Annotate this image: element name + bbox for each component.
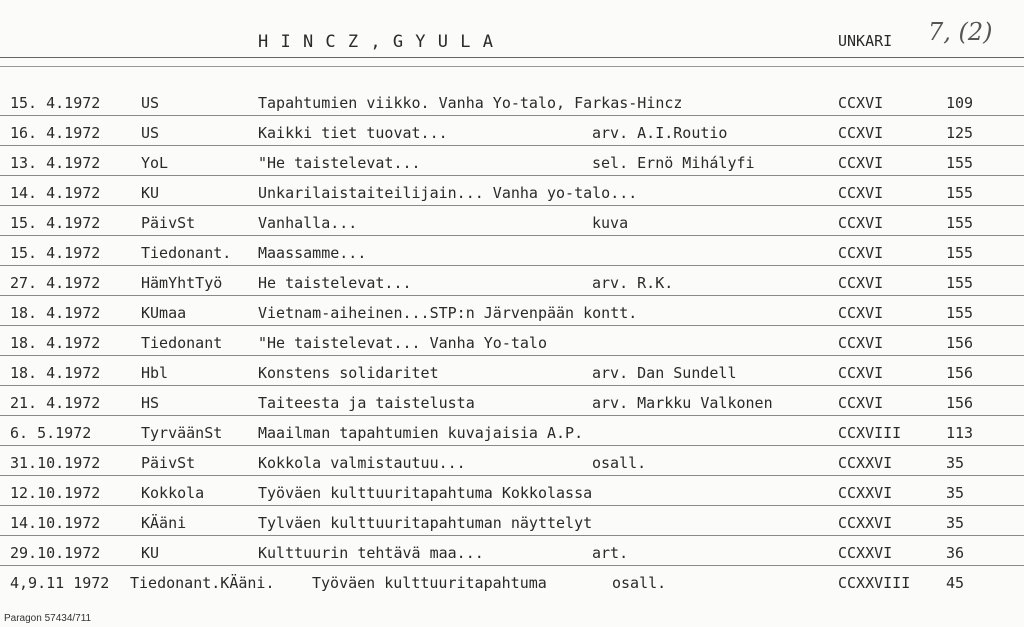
entry-date: 18. 4.1972 bbox=[10, 304, 101, 322]
entry-volume: CCXVI bbox=[838, 184, 884, 202]
entry-source: KU bbox=[141, 544, 160, 562]
entry-date: 14.10.1972 bbox=[10, 514, 101, 532]
entry-page: 155 bbox=[946, 274, 974, 292]
entry-text: Kaikki tiet tuovat... bbox=[258, 124, 448, 142]
entry-volume: CCXXVI bbox=[838, 544, 893, 562]
entry-volume: CCXVI bbox=[838, 304, 884, 322]
entry-extra: osall. bbox=[592, 454, 647, 472]
entry-text: Kulttuurin tehtävä maa... bbox=[258, 544, 484, 562]
table-row bbox=[0, 266, 1024, 296]
table-row bbox=[0, 146, 1024, 176]
entry-page: 155 bbox=[946, 304, 974, 322]
table-row bbox=[0, 296, 1024, 326]
entry-text: Työväen kulttuuritapahtuma bbox=[312, 574, 547, 592]
entry-page: 155 bbox=[946, 214, 974, 232]
entry-page: 36 bbox=[946, 544, 965, 562]
entry-volume: CCXVI bbox=[838, 334, 884, 352]
header-rule-secondary bbox=[0, 66, 1024, 67]
entry-page: 155 bbox=[946, 244, 974, 262]
entry-source: TyrväänSt bbox=[141, 424, 223, 442]
entry-text: Unkarilaistaiteilijain... Vanha yo-talo... bbox=[258, 184, 638, 202]
entry-page: 35 bbox=[946, 514, 965, 532]
entry-text: Tylväen kulttuuritapahtuman näyttelyt bbox=[258, 514, 593, 532]
entry-source: PäivSt bbox=[141, 214, 196, 232]
entry-text: Vietnam-aiheinen...STP:n Järvenpään kontt. bbox=[258, 304, 638, 322]
table-row bbox=[0, 176, 1024, 206]
entry-source: US bbox=[141, 124, 160, 142]
entry-date: 15. 4.1972 bbox=[10, 94, 101, 112]
entry-text: Vanhalla... bbox=[258, 214, 358, 232]
entries-table bbox=[0, 86, 1024, 595]
entry-source: Tiedonant bbox=[141, 334, 223, 352]
entry-page: 35 bbox=[946, 484, 965, 502]
entry-extra: sel. Ernö Mihályfi bbox=[592, 154, 755, 172]
entry-date: 18. 4.1972 bbox=[10, 334, 101, 352]
entry-date: 31.10.1972 bbox=[10, 454, 101, 472]
table-row bbox=[0, 476, 1024, 506]
handwritten-note: 7, (2) bbox=[928, 18, 993, 46]
entry-extra: art. bbox=[592, 544, 629, 562]
entry-page: 109 bbox=[946, 94, 974, 112]
entry-date: 6. 5.1972 bbox=[10, 424, 92, 442]
entry-page: 156 bbox=[946, 334, 974, 352]
entry-source: HS bbox=[141, 394, 160, 412]
table-row bbox=[0, 386, 1024, 416]
entry-volume: CCXXVI bbox=[838, 514, 893, 532]
entry-text: "He taistelevat... Vanha Yo-talo bbox=[258, 334, 547, 352]
entry-text: Taiteesta ja taistelusta bbox=[258, 394, 475, 412]
entry-date: 21. 4.1972 bbox=[10, 394, 101, 412]
entry-volume: CCXVI bbox=[838, 274, 884, 292]
entry-date: 16. 4.1972 bbox=[10, 124, 101, 142]
entry-source: KU bbox=[141, 184, 160, 202]
entry-extra: arv. Dan Sundell bbox=[592, 364, 737, 382]
entry-page: 113 bbox=[946, 424, 974, 442]
entry-page: 156 bbox=[946, 394, 974, 412]
table-row bbox=[0, 506, 1024, 536]
entry-source: KÄäni bbox=[141, 514, 187, 532]
table-row bbox=[0, 86, 1024, 116]
entry-text: Maailman tapahtumien kuvajaisia A.P. bbox=[258, 424, 584, 442]
entry-text: Tapahtumien viikko. Vanha Yo-talo, Farkas-Hincz bbox=[258, 94, 683, 112]
entry-date: 15. 4.1972 bbox=[10, 214, 101, 232]
entry-page: 35 bbox=[946, 454, 965, 472]
entry-volume: CCXVI bbox=[838, 394, 884, 412]
entry-page: 156 bbox=[946, 364, 974, 382]
entry-volume: CCXXVIII bbox=[838, 574, 911, 592]
entry-page: 125 bbox=[946, 124, 974, 142]
entry-source: PäivSt bbox=[141, 454, 196, 472]
entry-volume: CCXVIII bbox=[838, 424, 902, 442]
entry-page: 45 bbox=[946, 574, 965, 592]
entry-page: 155 bbox=[946, 184, 974, 202]
entry-date: 29.10.1972 bbox=[10, 544, 101, 562]
entry-source: Tiedonant. bbox=[141, 244, 232, 262]
entry-source: Kokkola bbox=[141, 484, 205, 502]
entry-volume: CCXVI bbox=[838, 94, 884, 112]
table-row bbox=[0, 536, 1024, 566]
entry-extra: kuva bbox=[592, 214, 629, 232]
entry-date: 13. 4.1972 bbox=[10, 154, 101, 172]
entry-volume: CCXVI bbox=[838, 124, 884, 142]
table-row bbox=[0, 326, 1024, 356]
entry-date: 12.10.1972 bbox=[10, 484, 101, 502]
entry-text: Työväen kulttuuritapahtuma Kokkolassa bbox=[258, 484, 593, 502]
entry-source: Tiedonant.KÄäni. bbox=[130, 574, 275, 592]
entry-volume: CCXVI bbox=[838, 154, 884, 172]
entry-text: Maassamme... bbox=[258, 244, 367, 262]
printer-imprint: Paragon 57434/711 bbox=[4, 613, 92, 624]
entry-source: HämYhtTyö bbox=[141, 274, 223, 292]
table-row bbox=[0, 446, 1024, 476]
entry-extra: osall. bbox=[612, 574, 667, 592]
entry-date: 14. 4.1972 bbox=[10, 184, 101, 202]
entry-date: 18. 4.1972 bbox=[10, 364, 101, 382]
table-row bbox=[0, 116, 1024, 146]
entry-volume: CCXXVI bbox=[838, 484, 893, 502]
entry-extra: arv. R.K. bbox=[592, 274, 674, 292]
entry-volume: CCXVI bbox=[838, 214, 884, 232]
entry-text: He taistelevat... bbox=[258, 274, 412, 292]
entry-source: US bbox=[141, 94, 160, 112]
entry-extra: arv. Markku Valkonen bbox=[592, 394, 773, 412]
country-label: UNKARI bbox=[838, 32, 893, 50]
entry-source: YoL bbox=[141, 154, 169, 172]
entry-volume: CCXVI bbox=[838, 364, 884, 382]
entry-page: 155 bbox=[946, 154, 974, 172]
entry-source: KUmaa bbox=[141, 304, 187, 322]
table-row bbox=[0, 416, 1024, 446]
table-row bbox=[0, 566, 1024, 595]
table-row bbox=[0, 206, 1024, 236]
entry-date: 15. 4.1972 bbox=[10, 244, 101, 262]
entry-source: Hbl bbox=[141, 364, 169, 382]
entry-volume: CCXXVI bbox=[838, 454, 893, 472]
person-name: H I N C Z , G Y U L A bbox=[258, 32, 494, 52]
entry-volume: CCXVI bbox=[838, 244, 884, 262]
entry-date: 4,9.11 1972 bbox=[10, 574, 110, 592]
table-row bbox=[0, 356, 1024, 386]
entry-text: Kokkola valmistautuu... bbox=[258, 454, 466, 472]
entry-text: "He taistelevat... bbox=[258, 154, 421, 172]
entry-text: Konstens solidaritet bbox=[258, 364, 439, 382]
entry-extra: arv. A.I.Routio bbox=[592, 124, 728, 142]
table-row bbox=[0, 236, 1024, 266]
header-rule bbox=[0, 57, 1024, 58]
entry-date: 27. 4.1972 bbox=[10, 274, 101, 292]
